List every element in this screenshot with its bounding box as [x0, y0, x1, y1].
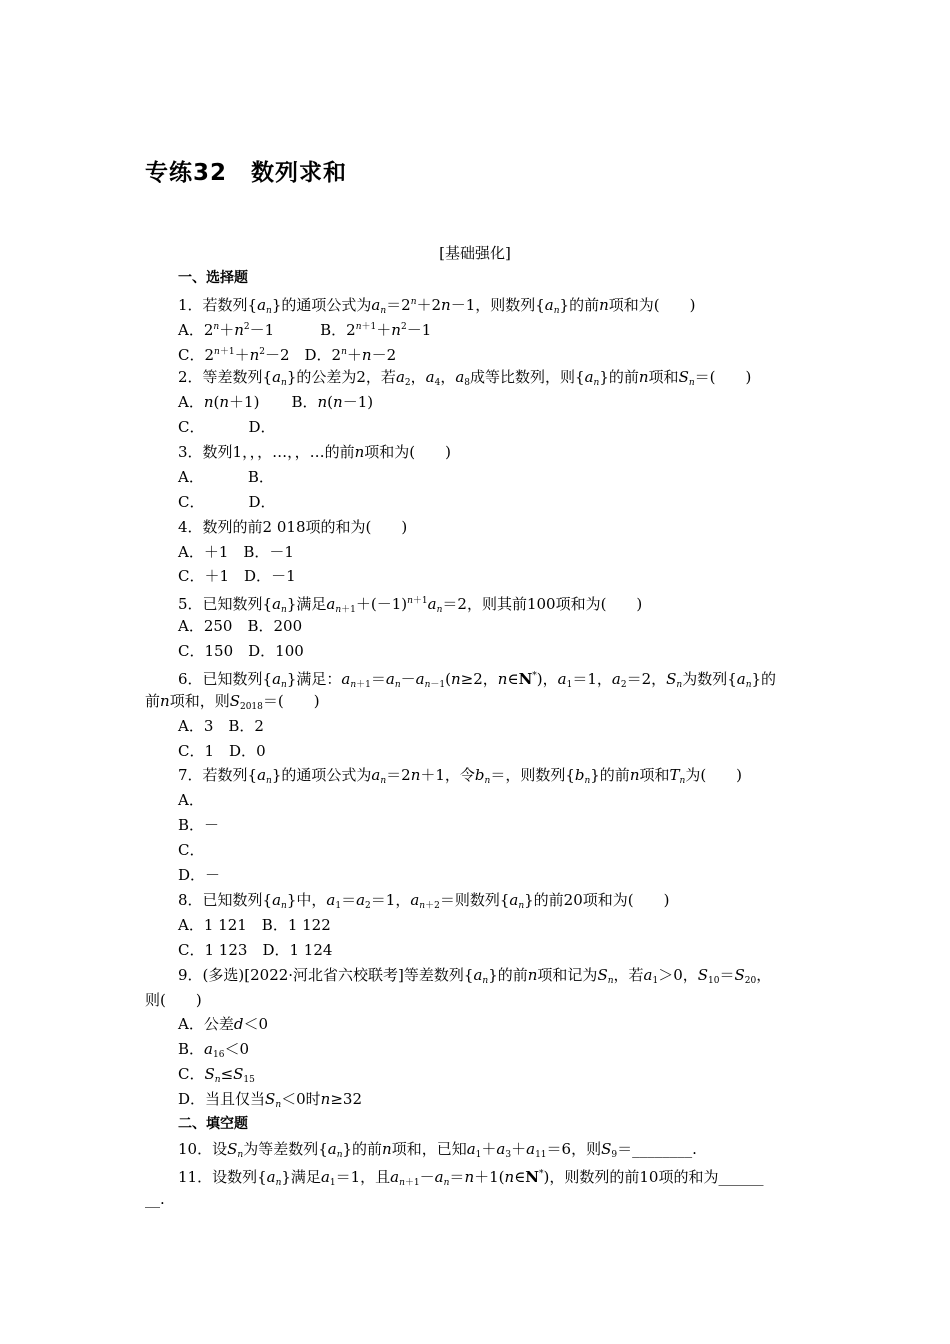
question-9-cont: 则( ) — [145, 991, 202, 1009]
question-9-option-a: A．公差d＜0 — [178, 1015, 268, 1033]
question-9-option-c: C．$S_n\le S_{15}$ — [178, 1065, 255, 1085]
question-2-options-ab: A．n(n＋1) B．n(n－1) — [178, 393, 374, 411]
question-8-options-cd: C．1 123 D．1 124 — [178, 941, 333, 959]
question-3-options-ab: A． B． — [178, 468, 274, 486]
question-7-option-b: B．－ — [178, 816, 220, 834]
question-11-cont: __. — [145, 1190, 165, 1208]
question-9-option-d: D．当且仅当$S_n<0$时n≥32 — [178, 1090, 362, 1110]
question-7: 7．若数列$\{a_n\}$的通项公式为$a_n=2n+1$，令$b_n=$，则数列$\{b_n\}$的前n项和$T_n$为( ) — [178, 766, 743, 786]
section-heading-fill: 二、填空题 — [178, 1116, 248, 1132]
question-3: 3．数列1，，，…，，…的前n项和为( ) — [178, 443, 451, 461]
question-7-option-a: A． — [178, 791, 204, 809]
section-subtitle: [基础强化] — [439, 244, 511, 262]
question-4-options-cd: C．＋1 D．－1 — [178, 567, 296, 585]
question-1: 1．若数列$\{a_n\}$的通项公式为$a_n=2^n+2n-1$，则数列$\{a_n\}$的前n项和为( ) — [178, 296, 696, 316]
section-heading-choice: 一、选择题 — [178, 270, 248, 286]
question-6-options-ab: A．3 B．2 — [178, 717, 264, 735]
question-10: 10．设$S_n$为等差数列$\{a_n\}$的前n项和，已知$a_1+a_3+a_{11}=6$，则$S_9=\_\_\_\_\_\_\_\_$. — [178, 1140, 697, 1160]
question-9-option-b: B．$a_{16}<0$ — [178, 1040, 249, 1060]
question-6-cont: 前n项和，则$S_{2018}=$( ) — [145, 692, 320, 712]
page-title: 专练32 数列求和 — [145, 160, 348, 186]
question-11: 11．设数列$\{a_n\}$满足$a_1=1$，且$a_{n+1}-a_n=n+1(n\in N^*)$，则数列的前10项的和为______ — [178, 1168, 764, 1188]
question-8: 8．已知数列$\{a_n\}$中，$a_1=a_2=1$，$a_{n+2}=$则数列$\{a_n\}$的前20项和为( ) — [178, 891, 670, 911]
question-1-options-ab: A．$2^n+n^2-1$ B．$2^{n+1}+n^2-1$ — [178, 321, 432, 339]
question-4-options-ab: A．＋1 B．－1 — [178, 543, 294, 561]
question-1-options-cd: C．$2^{n+1}+n^2-2$ D．$2^n+n-2$ — [178, 346, 397, 364]
question-9: 9．(多选)[2022·河北省六校联考]等差数列$\{a_n\}$的前n项和记为$S_n$，若$a_1>0$，$S_{10}=S_{20}$， — [178, 966, 772, 986]
question-5: 5．已知数列$\{a_n\}$满足$a_{n+1}+(-1)^{n+1}a_n=2$，则其前100项和为( ) — [178, 595, 643, 615]
question-3-options-cd: C． D． — [178, 493, 276, 511]
question-7-option-d: D．－ — [178, 866, 221, 884]
question-6: 6．已知数列$\{a_n\}$满足：$a_{n+1}=a_n-a_{n-1}(n\ge 2$，n∈N*)，$a_1=1$，$a_2=2$，$S_n$为数列$\{a_n\}$的 — [178, 670, 777, 690]
question-8-options-ab: A．1 121 B．1 122 — [178, 916, 331, 934]
question-7-option-c: C． — [178, 841, 205, 859]
answer-blank-11[interactable]: ______ — [718, 1168, 764, 1186]
question-5-options-cd: C．150 D．100 — [178, 642, 304, 660]
answer-blank-10[interactable]: ________. — [632, 1140, 697, 1158]
question-5-options-ab: A．250 B．200 — [178, 617, 303, 635]
question-6-options-cd: C．1 D．0 — [178, 742, 266, 760]
question-4: 4．数列的前2 018项的和为( ) — [178, 518, 408, 536]
question-2: 2．等差数列$\{a_n\}$的公差为2，若$a_2$，$a_4$，$a_8$成等比数列，则$\{a_n\}$的前n项和$S_n=$( ) — [178, 368, 752, 388]
question-2-options-cd: C． D． — [178, 418, 276, 436]
